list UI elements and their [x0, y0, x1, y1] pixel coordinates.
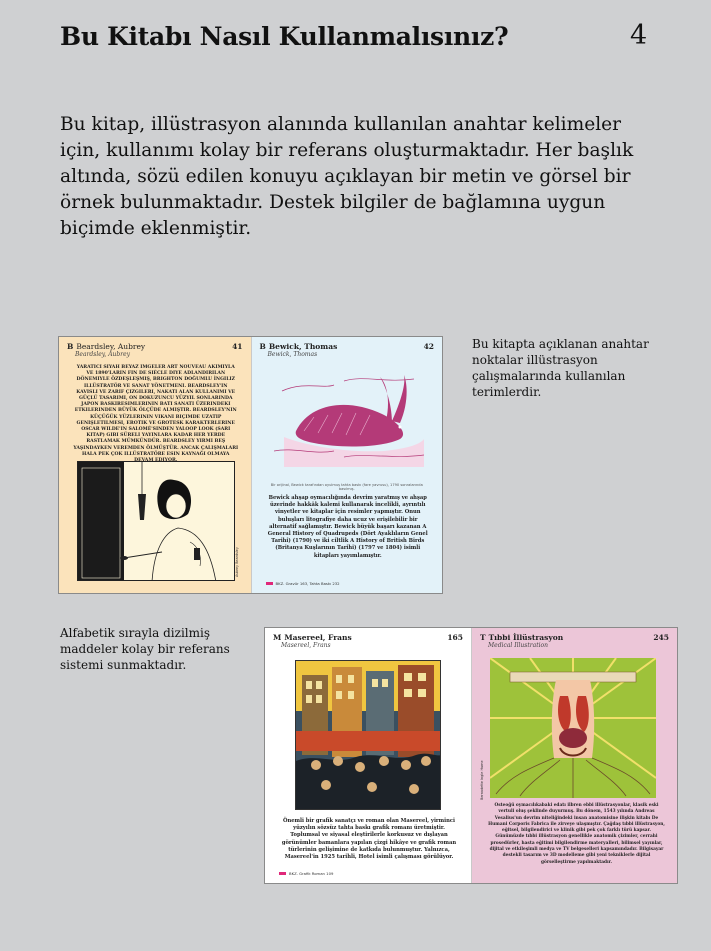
- entry-letter: B: [259, 342, 266, 351]
- beardsley-header: [67, 342, 243, 351]
- masereel-page: [265, 628, 471, 883]
- entry-title: Tıbbi İllüstrasyon: [488, 633, 564, 642]
- caption-alphabetical: Alfabetik sırayla dizilmiş maddeler kolay bir referans sistemi sunmaktadır.: [60, 626, 230, 672]
- entry-subtitle: Masereel, Frans: [281, 642, 331, 649]
- cross-reference-text: BKZ. Gravür 163, Tahta Baskı 232: [275, 581, 340, 586]
- entry-letter: B: [67, 342, 74, 351]
- entry-text: Önemli bir grafik sanatçı ve roman olan Masereel, yirminci yüzyılın sözsüz tahta baskı grafik romanı üretmiştir. Toplumsal ve siyasal eleştirilerle korkusuz ve dışlayan görünümler bamanlara yapılan çizgi hikâye ve grafik roman türlerinin gelişimine de katkıda bulunmuştur. Yalnızca, Masereel'in 1925 tarihli, Hotel isimli çalışması görülüyor.: [281, 818, 457, 861]
- entry-page-number: 41: [232, 342, 243, 351]
- bewick-page: [251, 337, 443, 593]
- medical-page: [471, 628, 677, 883]
- page-title: Bu Kitabı Nasıl Kullanmalısınız?: [60, 22, 509, 51]
- entry-text: Bewick ahşap oymacılığında devrim yaratmış ve ahşap üzerinde hakkâk kalemi kullanarak incelikli, ayrıntılı vinyetler ve kitaplar için resimler yapmıştır. Onun buluşları litografiye daha ucuz ve erişilebilir bir alternatif sağlamıştır. Bewick büyük başarı kazanan A General History of Quadrupeds (Dört Ayaklıların Genel Tarihi) (1790) ve iki ciltlik A History of British Birds (Britanya Kuşlarının Tarihi) (1797 ve 1804) isimli kitapları yayımlamıştır.: [267, 495, 428, 559]
- entry-title: Beardsley, Aubrey: [76, 342, 146, 351]
- figure-caption: Bir orijinal, Bewick tarafından oyulmuş tahta baskı (fare yavrusu), 1790 sonralarında basılmış.: [270, 483, 423, 491]
- medical-illustration: [490, 658, 656, 798]
- entry-subtitle: Medical Illustration: [488, 642, 549, 649]
- beardsley-page: [59, 337, 251, 593]
- entry-letter: T: [480, 633, 486, 642]
- cross-reference-text: BKZ. Grafik Roman 109: [289, 871, 334, 876]
- bewick-hare-illustration: [274, 367, 426, 467]
- entry-text: Osteoğü oymacılıkabaki edatı ilbren ebbi illüstrasyonlar, klasik eski vertuli oluş şeklinde duyurmuş. Bu dönem, 1543 yılında Andreas Vesalius'un devrim niteliğindeki insan anatomisine ilişkin kitabı De Humani Corporis Fabrica ile zirveye ulaşmıştır. Çağdaş tıbbi illüstrasyon, eğitsel, bilgilendirici ve klinik gibi pek çok farklı türü kapsar. Günümüzde tıbbi illüstrasyon genellikle anatomik çizimler, cerrahi prosedürler, hasta eğitimi bilgilendirme materyalleri, bilimsel yayınlar, dijital ve etkileşimli medya ve TV belgeselleri kapsamındadır. Bilgisayar destekli tasarım ve 3D modelleme gibi yeni tekniklerle dijital görselleştirme yapılmaktadır.: [488, 803, 665, 865]
- entry-text: YARATICI SIYAH BEYAZ IMGELER ART NOUVEAU AKIMIYLA VE 1890'LARIN FIN DE SIÈCLE DIYE ADLANDIRILAN DÖNEMIYLE ÖZDEŞLEŞMIŞ, BRIGHTON DOĞUMLU İNGILIZ ILLÜSTRATÖR VE SANAT YÖNETMENI. BEARDSLEY'IN KAVISLI VE ZARIF ÇIZGILERI, NAKATI ALAN KULLANIMI VE GÜÇLÜ TASARIMI, ON DOKUZUNCU YÜZYIL SONLARINDA JAPON BASKIRESIMLERININ BATI SANATI ÜZERINDEKI ETKILERINDEN BÜYÜK ÖLÇÜDE ALMIŞTIR. BEARDSLEY'NIN KÜÇÜĞÜK YÜZLERININ VIKANI BIÇIMDE UZATIP GENIŞLETILMESI, EROTIK VE GROTESK KARAKTERLERINE OSCAR WILDE'IN SALOMÉ'SINDEN YALOOP LOOK (SARI KITAP) GIBI SÜRELI YAYINLARA KADAR HER YERDE RASTLAMAK MÜMKÜNDÜR. BEARDSLEY YIRMI BEŞ YAŞINDAYKEN VEREMDEN ÖLMÜŞTÜR. ANCAK ÇALIŞMALARI HALA PEK ÇOK ILLÜSTRATÖRE ESIN KAYNAĞI OLMAYA: [73, 365, 239, 457]
- entry-letter: M: [273, 633, 282, 642]
- cross-reference: [279, 871, 333, 876]
- caption-key-terms: Bu kitapta açıklanan anahtar noktalar illüstrasyon çalışmalarında kullanılan terimlerdir.: [472, 337, 649, 399]
- illustration-credit: Bernadette Ingle Hume: [480, 760, 484, 800]
- entry-title: Masereel, Frans: [284, 633, 352, 642]
- medical-header: [480, 633, 669, 642]
- entry-page-number: 165: [447, 633, 463, 642]
- sample-spread-beardsley-bewick: [58, 336, 443, 594]
- bewick-header: [260, 342, 435, 351]
- beardsley-illustration: [77, 461, 235, 581]
- page-number: 4: [630, 20, 648, 51]
- illustration-credit: Aubrey Beardsley: [235, 547, 239, 577]
- sample-spread-masereel-medical: [264, 627, 678, 884]
- reference-marker: [266, 582, 273, 585]
- entry-page-number: 245: [653, 633, 669, 642]
- entry-subtitle: Beardsley, Aubrey: [75, 351, 131, 358]
- entry-title: Bewick, Thomas: [268, 342, 338, 351]
- intro-paragraph: Bu kitap, illüstrasyon alanında kullanılan anahtar kelimeler için, kullanımı kolay bir referans oluşturmaktadır. Her başlık altında, sözü edilen konuyu açıklayan bir metin ve görsel bir örnek bulunmaktadır. Destek bilgiler de bağlamına uygun biçimde eklenmiştir.: [60, 114, 634, 239]
- masereel-header: [273, 633, 463, 642]
- cross-reference: [266, 581, 340, 586]
- entry-page-number: 42: [423, 342, 434, 351]
- reference-marker: [279, 872, 286, 875]
- entry-subtitle: Bewick, Thomas: [267, 351, 318, 358]
- masereel-illustration: [295, 660, 441, 810]
